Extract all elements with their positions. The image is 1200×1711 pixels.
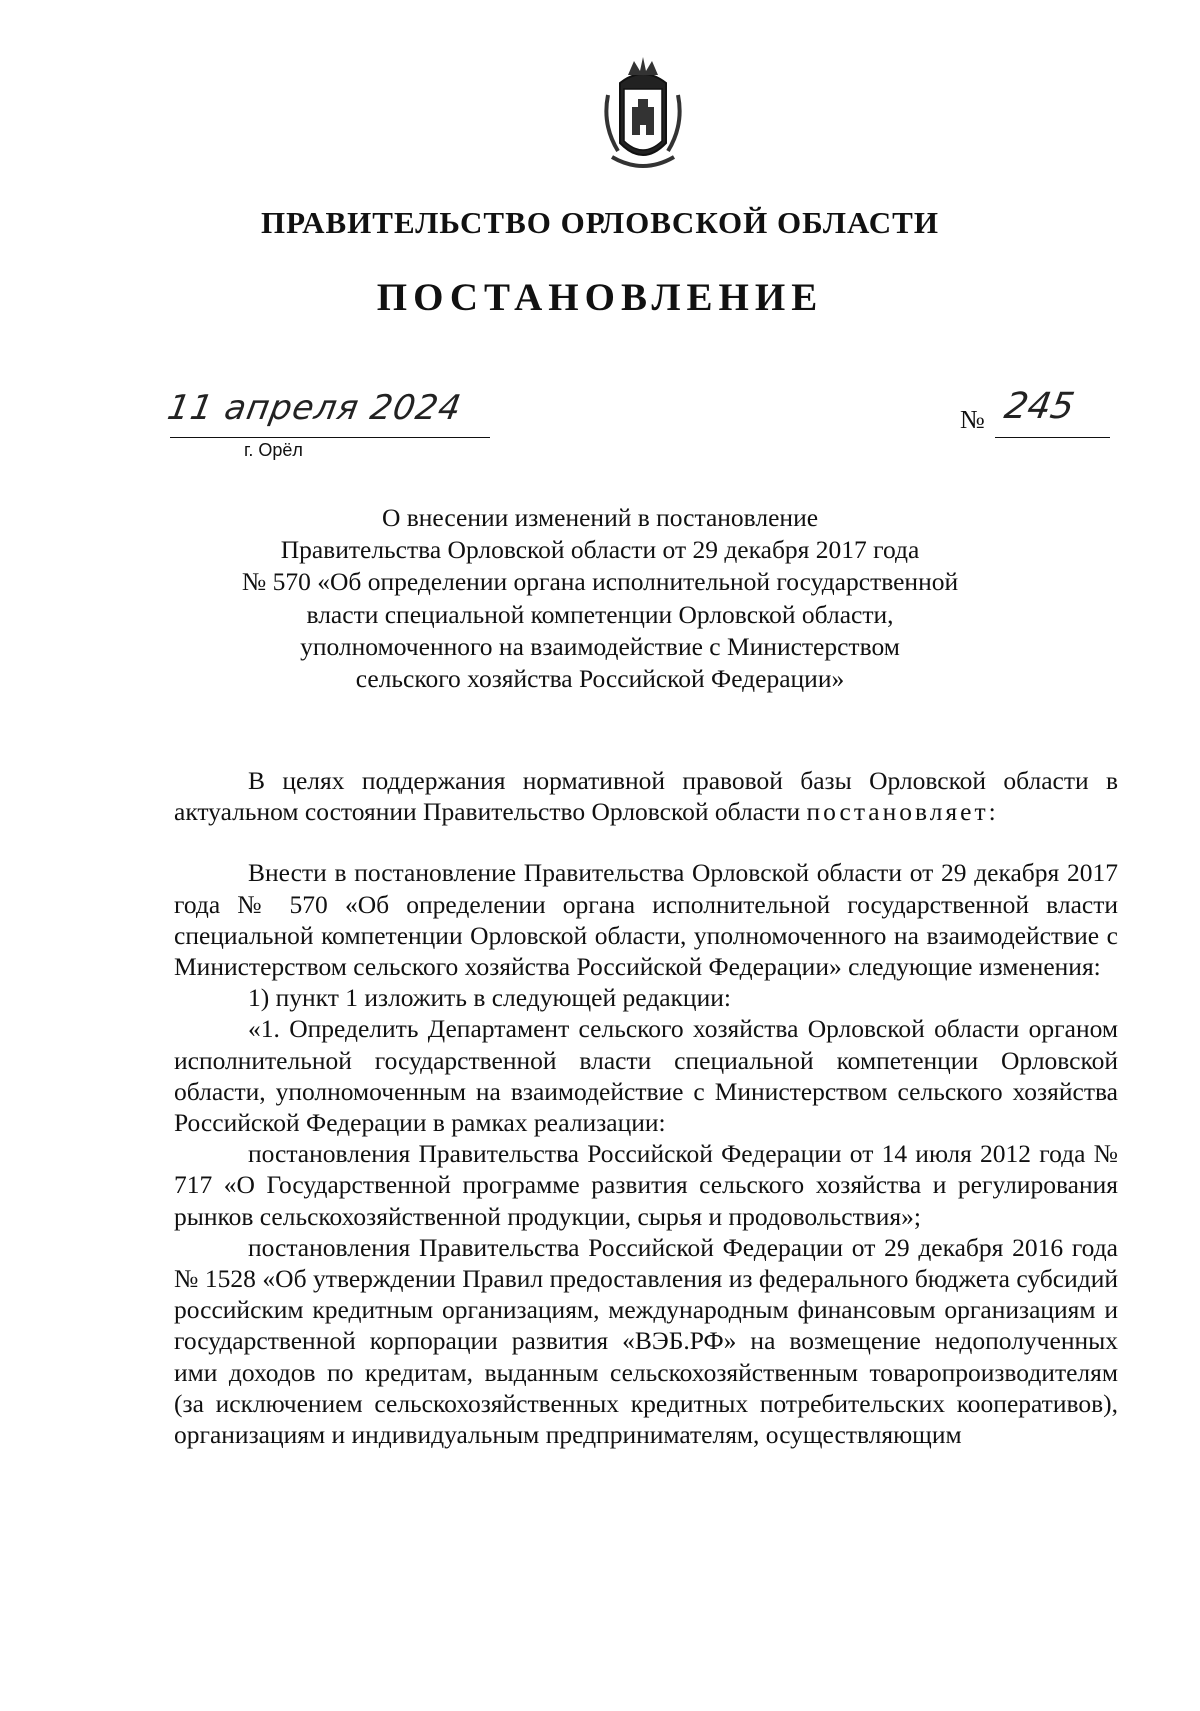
document-body — [174, 765, 1118, 1450]
city-label: г. Орёл — [244, 440, 303, 460]
document-type: ПОСТАНОВЛЕНИЕ — [376, 276, 824, 319]
handwritten-date: 11 апреля 2024 — [164, 388, 465, 428]
body-paragraph: 1) пункт 1 изложить в следующей редакции: — [248, 983, 731, 1013]
handwritten-number: 245 — [1001, 386, 1078, 427]
preamble-paragraph — [174, 765, 1118, 827]
preamble-verb: постановляет: — [806, 797, 999, 827]
subject-line: сельского хозяйства Российской Федерации» — [355, 664, 845, 694]
number-sign: № — [960, 405, 985, 434]
body-paragraph: постановления Правительства Российской Федерации от 14 июля 2012 года № 717 «О Государственной программе развития сельского хозяйства и регулирования рынков сельскохозяйственной продукции, сырья и продовольствия»; — [174, 1139, 1118, 1231]
subject-line: Правительства Орловской области от 29 декабря 2017 года — [280, 535, 920, 565]
body-paragraph: постановления Правительства Российской Федерации от 29 декабря 2016 года № 1528 «Об утверждении Правил предоставления из федерального бюджета субсидий российским кредитным организациям, международным финансовым организациям и государственной корпорации развития «ВЭБ.РФ» на возмещение недополученных ими доходов по кредитам, выданным сельскохозяйственным товаропроизводителям (за исключением сельскохозяйственных кредитных потребительских кооперативов), организациям и индивидуальным предпринимателям, осуществляющим — [174, 1232, 1118, 1450]
document-subject — [0, 502, 1200, 695]
government-title: ПРАВИТЕЛЬСТВО ОРЛОВСКОЙ ОБЛАСТИ — [261, 205, 939, 240]
body-paragraph: «1. Определить Департамент сельского хозяйства Орловской области органом исполнительной государственной власти специальной компетенции Орловской области, уполномоченным на взаимодействие с Министерством сельского хозяйства Российской Федерации в рамках реализации: — [174, 1014, 1118, 1138]
body-paragraph: Внести в постановление Правительства Орловской области от 29 декабря 2017 года № 570 «Об определении органа исполнительной государственной власти специальной компетенции Орловской области, уполномоченного на взаимодействие с Министерством сельского хозяйства Российской Федерации» следующие изменения: — [174, 858, 1118, 982]
subject-line: уполномоченного на взаимодействие с Министерством — [300, 631, 900, 661]
number-underline — [995, 437, 1110, 438]
orel-oblast-coat-of-arms-icon — [598, 55, 688, 173]
subject-line: № 570 «Об определении органа исполнительной государственной — [241, 567, 959, 597]
subject-line: О внесении изменений в постановление — [381, 503, 819, 532]
subject-line: власти специальной компетенции Орловской области, — [306, 599, 894, 629]
date-underline — [170, 437, 490, 438]
preamble-text: В целях поддержания нормативной правовой базы Орловской области в актуальном состоянии Правительство Орловской области — [174, 766, 1118, 827]
